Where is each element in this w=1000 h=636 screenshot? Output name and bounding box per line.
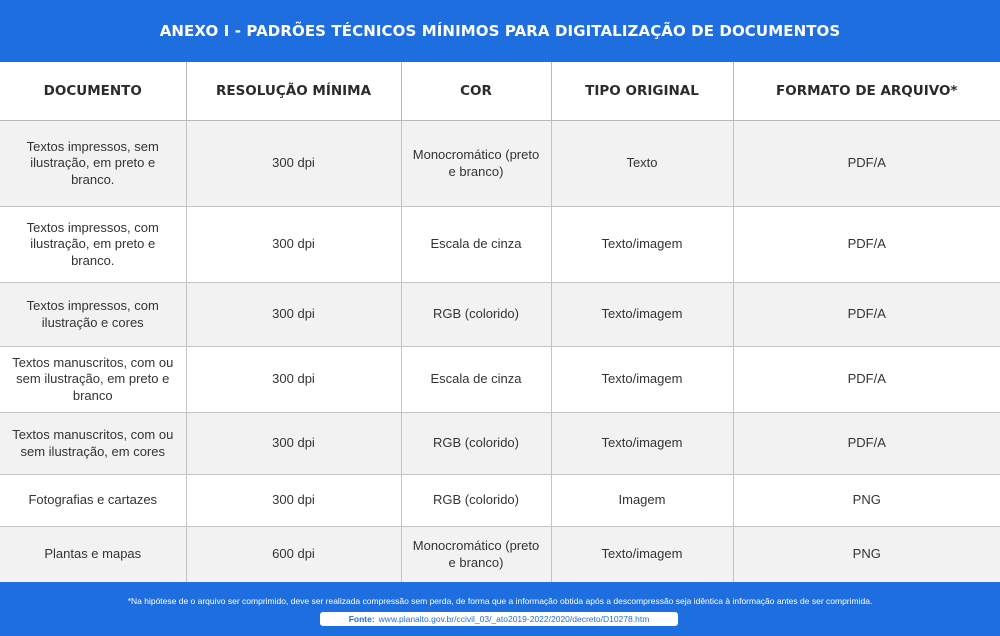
table-header-row — [0, 62, 1000, 121]
cell-resolucao: 600 dpi — [186, 527, 401, 583]
page-title: ANEXO I - PADRÕES TÉCNICOS MÍNIMOS PARA DIGITALIZAÇÃO DE DOCUMENTOS — [159, 22, 841, 40]
header-tipo-original: TIPO ORIGINAL — [551, 62, 733, 121]
cell-documento: Textos manuscritos, com ou sem ilustração, em cores — [0, 413, 186, 475]
cell-documento: Textos impressos, com ilustração e cores — [0, 283, 186, 347]
cell-tipo-original: Texto/imagem — [551, 527, 733, 583]
cell-tipo-original: Texto/imagem — [551, 347, 733, 413]
cell-formato: PDF/A — [733, 283, 1000, 347]
cell-resolucao: 300 dpi — [186, 283, 401, 347]
cell-resolucao: 300 dpi — [186, 475, 401, 527]
title-bar — [0, 0, 1000, 62]
cell-tipo-original: Texto — [551, 121, 733, 207]
cell-resolucao: 300 dpi — [186, 121, 401, 207]
cell-documento: Plantas e mapas — [0, 527, 186, 583]
table-row — [0, 121, 1000, 207]
cell-documento: Textos manuscritos, com ou sem ilustração, em preto e branco — [0, 347, 186, 413]
cell-cor: Monocromático (preto e branco) — [401, 121, 551, 207]
cell-documento: Textos impressos, com ilustração, em preto e branco. — [0, 207, 186, 283]
source-label: Fonte: — [348, 614, 375, 624]
cell-resolucao: 300 dpi — [186, 413, 401, 475]
table-row — [0, 207, 1000, 283]
cell-formato: PDF/A — [733, 413, 1000, 475]
cell-cor: Escala de cinza — [401, 347, 551, 413]
cell-cor: RGB (colorido) — [401, 283, 551, 347]
cell-resolucao: 300 dpi — [186, 207, 401, 283]
cell-tipo-original: Texto/imagem — [551, 207, 733, 283]
header-formato: FORMATO DE ARQUIVO* — [733, 62, 1000, 121]
standards-table — [0, 62, 1000, 583]
cell-tipo-original: Texto/imagem — [551, 283, 733, 347]
source-citation — [320, 612, 678, 626]
table-row — [0, 413, 1000, 475]
cell-documento: Textos impressos, sem ilustração, em preto e branco. — [0, 121, 186, 207]
header-documento: DOCUMENTO — [0, 62, 186, 121]
table-row — [0, 475, 1000, 527]
cell-formato: PDF/A — [733, 121, 1000, 207]
header-resolucao: RESOLUÇÃO MÍNIMA — [186, 62, 401, 121]
cell-tipo-original: Imagem — [551, 475, 733, 527]
cell-tipo-original: Texto/imagem — [551, 413, 733, 475]
cell-cor: Monocromático (preto e branco) — [401, 527, 551, 583]
cell-formato: PNG — [733, 527, 1000, 583]
table-row — [0, 347, 1000, 413]
cell-resolucao: 300 dpi — [186, 347, 401, 413]
footnote: *Na hipótese de o arquivo ser comprimido, deve ser realizada compressão sem perda, de forma que a informação obtida após a descompressão seja idêntica à informação antes de ser comprimida. — [127, 596, 873, 606]
footer-bar — [0, 582, 1000, 636]
header-cor: COR — [401, 62, 551, 121]
cell-cor: RGB (colorido) — [401, 475, 551, 527]
table-row — [0, 283, 1000, 347]
cell-formato: PDF/A — [733, 207, 1000, 283]
cell-documento: Fotografias e cartazes — [0, 475, 186, 527]
cell-formato: PDF/A — [733, 347, 1000, 413]
cell-cor: RGB (colorido) — [401, 413, 551, 475]
table-row — [0, 527, 1000, 583]
cell-cor: Escala de cinza — [401, 207, 551, 283]
cell-formato: PNG — [733, 475, 1000, 527]
source-link[interactable]: www.planalto.gov.br/ccivil_03/_ato2019-2022/2020/decreto/D10278.htm — [378, 614, 650, 624]
